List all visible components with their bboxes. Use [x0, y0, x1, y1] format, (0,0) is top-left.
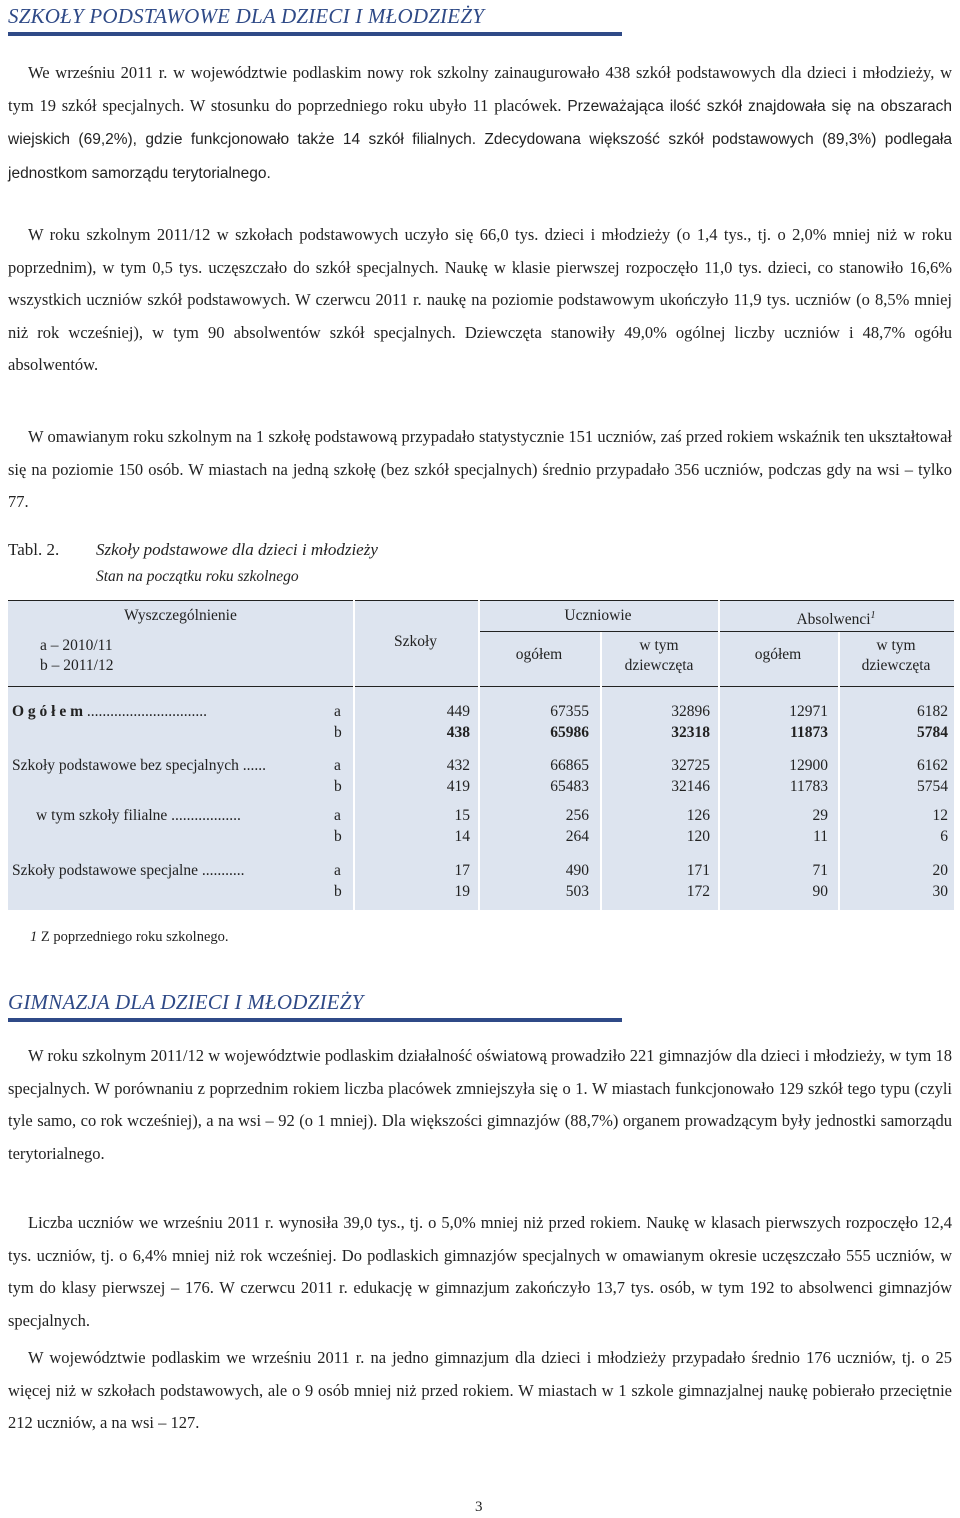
table-cell: 32725	[671, 757, 710, 774]
row-variant-a: a	[334, 807, 341, 824]
paragraph-text: Liczba uczniów we wrześniu 2011 r. wynosiła 39,0 tys., tj. o 5,0% mniej niż przed rokiem. Naukę w klasach pierwszych rozpoczęło 12,4 tys. uczniów, tj. o 6,4% mniej niż rok wcześniej. Do podlaskich gimnazjów specjalnych w omawianym okresie uczęszczało 555 uczniów, w tym do klasy pierwszej – 176. W czerwcu 2011 r. edukację w gimnazjum zakończyło 13,7 tys. osób, w tym 192 to absolwenci gimnazjów specjalnych.	[8, 1213, 952, 1330]
row-variant-b: b	[334, 883, 342, 900]
table-subtitle: Stan na początku roku szkolnego	[96, 568, 299, 585]
table-cell: 90	[812, 883, 828, 900]
table-number: Tabl. 2.	[8, 540, 60, 559]
paragraph-text-sans: Przeważająca ilość szkół znajdowała się na obszarach wiejskich (69,2%), gdzie funkcjonowało także 14 szkół filialnych. Zdecydowana większość szkół podstawowych (89,3%) podlegała jednostkom samorządu terytorialnego.	[8, 97, 952, 182]
table-cell: 490	[565, 862, 589, 879]
header-year-b: b – 2011/12	[40, 657, 114, 674]
paragraph-schools-count	[8, 57, 952, 190]
section-heading-gymnasiums: GIMNAZJA DLA DZIECI I MŁODZIEŻY	[8, 990, 622, 1022]
row-variant-a: a	[334, 703, 341, 720]
table-cell: 12	[932, 807, 948, 824]
table-cell: 5754	[917, 778, 948, 795]
header-students-total: ogółem	[515, 646, 563, 663]
table-cell: 5784	[917, 724, 948, 741]
table-cell: 438	[446, 724, 470, 741]
table-cell: 419	[446, 778, 470, 795]
table-title: Szkoły podstawowe dla dzieci i młodzieży	[96, 540, 378, 559]
table-cell: 172	[686, 883, 710, 900]
table-cell: 432	[446, 757, 470, 774]
table-cell: 6182	[917, 703, 948, 720]
table-cell: 11783	[789, 778, 828, 795]
paragraph-text: We wrześniu 2011 r. w województwie podlaskim nowy rok szkolny zainaugurowało 438 szkół podstawowych dla dzieci i młodzieży, w tym 19 szkół specjalnych. W stosunku do poprzedniego roku ubyło 11 placówek.	[8, 63, 952, 115]
header-schools: Szkoły	[393, 633, 438, 650]
header-bottom-rule	[8, 686, 954, 687]
header-students-girls: w tym dziewczęta	[624, 637, 694, 674]
table-cell: 12971	[789, 703, 828, 720]
table-cell: 17	[454, 862, 470, 879]
header-graduates-total: ogółem	[754, 646, 802, 663]
table-cell: 32896	[671, 703, 710, 720]
row-variant-b: b	[334, 828, 342, 845]
paragraph-ratio	[8, 421, 952, 519]
paragraph-gymnasium-count	[8, 1040, 952, 1170]
table-cell: 30	[932, 883, 948, 900]
row-variant-a: a	[334, 862, 341, 879]
paragraph-text: W roku szkolnym 2011/12 w szkołach podstawowych uczyło się 66,0 tys. dzieci i młodzieży (o 1,4 tys., tj. o 2,0% mniej niż w roku poprzednim), w tym 0,5 tys. uczęszczało do szkół specjalnych. Naukę w klasie pierwszej rozpoczęło 11,0 tys. dzieci, co stanowiło 16,6% wszystkich uczniów szkół podstawowych. W czerwcu 2011 r. naukę na poziomie podstawowym ukończyło 11,9 tys. uczniów (o 8,5% mniej niż rok wcześniej), w tym 90 absolwentów szkół specjalnych. Dziewczęta stanowiły 49,0% ogólnej liczby uczniów i 48,7% ogółu absolwentów.	[8, 225, 952, 374]
table-cell: 126	[686, 807, 710, 824]
table-cell: 29	[812, 807, 828, 824]
paragraph-text: W omawianym roku szkolnym na 1 szkołę podstawową przypadało statystycznie 151 uczniów, zaś przed rokiem wskaźnik ten ukształtował się na poziomie 150 osób. W miastach na jedną szkołę (bez szkół specjalnych) średnio przypadało 356 uczniów, podczas gdy na wsi – tylko 77.	[8, 427, 952, 511]
section-heading-primary-schools: SZKOŁY PODSTAWOWE DLA DZIECI I MŁODZIEŻY	[8, 4, 622, 36]
table-cell: 20	[932, 862, 948, 879]
table-row-label: Szkoły podstawowe bez specjalnych ......	[12, 757, 266, 774]
header-spec: Wyszczególnienie	[124, 607, 237, 624]
row-variant-b: b	[334, 778, 342, 795]
table-cell: 120	[686, 828, 710, 845]
table-cell: 264	[565, 828, 589, 845]
footnote-marker: 1	[870, 610, 876, 621]
table-cell: 32146	[671, 778, 710, 795]
row-variant-b: b	[334, 724, 342, 741]
paragraph-gymnasium-students	[8, 1207, 952, 1337]
row-variant-a: a	[334, 757, 341, 774]
table-cell: 67355	[550, 703, 589, 720]
table-cell: 71	[812, 862, 828, 879]
table-cell: 12900	[789, 757, 828, 774]
table-cell: 11	[813, 828, 828, 845]
table-footnote: 1 Z poprzedniego roku szkolnego.	[30, 929, 229, 945]
header-students: Uczniowie	[564, 607, 632, 624]
table-cell: 6	[940, 828, 948, 845]
header-year-a: a – 2010/11	[40, 637, 113, 654]
paragraph-students	[8, 219, 952, 382]
table-cell: 65483	[550, 778, 589, 795]
table-cell: 19	[454, 883, 470, 900]
table-cell: 66865	[550, 757, 589, 774]
table-top-rule	[8, 600, 954, 601]
table-cell: 15	[454, 807, 470, 824]
table-cell: 65986	[550, 724, 589, 741]
table-row-label: O g ó ł e m ...............................	[12, 703, 208, 720]
header-graduates: Absolwenci$^1$	[796, 610, 876, 629]
table-cell: 11873	[790, 724, 828, 741]
table-row-label: w tym szkoły filialne ..................	[36, 807, 241, 824]
paragraph-text: W roku szkolnym 2011/12 w województwie podlaskim działalność oświatową prowadziło 221 gimnazjów dla dzieci i młodzieży, w tym 18 specjalnych. W porównaniu z poprzednim rokiem liczba placówek zmniejszyła się o 1. W miastach funkcjonowało 129 szkół tego typu (czyli tyle samo, co rok wcześniej), a na wsi – 92 (o 1 mniej). Dla większości gimnazjów (88,7%) organem prowadzącym były jednostki samorządu terytorialnego.	[8, 1046, 952, 1163]
table-cell: 171	[686, 862, 710, 879]
table-cell: 32318	[671, 724, 710, 741]
header-graduates-girls: w tym dziewczęta	[861, 637, 931, 674]
table-cell: 449	[446, 703, 470, 720]
table-cell: 6162	[917, 757, 948, 774]
table-row-label: Szkoły podstawowe specjalne ...........	[12, 862, 245, 879]
data-table	[8, 600, 954, 910]
paragraph-gymnasium-ratio	[8, 1342, 952, 1440]
paragraph-text: W województwie podlaskim we wrześniu 2011 r. na jedno gimnazjum dla dzieci i młodzieży przypadało średnio 176 uczniów, tj. o 25 więcej niż w szkołach podstawowych, ale o 9 osób mniej niż przed rokiem. W miastach w 1 szkole gimnazjalnej naukę pobierało przeciętnie 212 uczniów, a na wsi – 127.	[8, 1348, 952, 1432]
table-cell: 256	[565, 807, 589, 824]
header-sub-rule	[478, 631, 954, 632]
table-cell: 14	[454, 828, 470, 845]
table-cell: 503	[565, 883, 589, 900]
page-number: 3	[475, 1499, 483, 1515]
